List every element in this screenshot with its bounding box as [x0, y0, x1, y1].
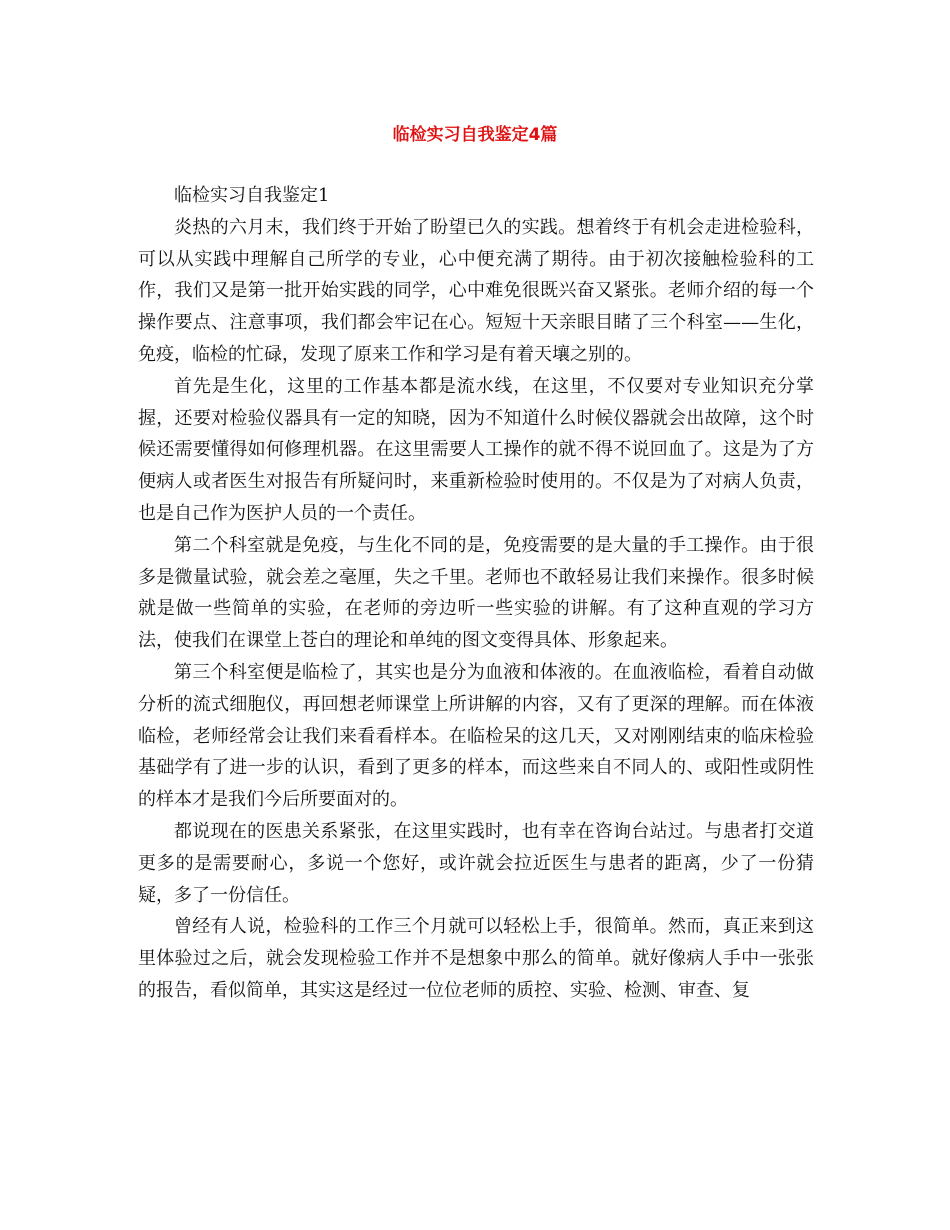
document-body: [138, 180, 814, 1007]
paragraph: 第二个科室就是免疫，与生化不同的是，免疫需要的是大量的手工操作。由于很多是微量试验，就会差之毫厘，失之千里。老师也不敢轻易让我们来操作。很多时候就是做一些简单的实验，在老师的旁边听一些实验的讲解。有了这种直观的学习方法，使我们在课堂上苍白的理论和单纯的图文变得具体、形象起来。: [138, 534, 814, 652]
paragraph: 首先是生化，这里的工作基本都是流水线，在这里，不仅要对专业知识充分掌握，还要对检验仪器具有一定的知晓，因为不知道什么时候仪器就会出故障，这个时候还需要懂得如何修理机器。在这里需要人工操作的就不得不说回血了。这是为了方便病人或者医生对报告有所疑问时，来重新检验时使用的。不仅是为了对病人负责，也是自己作为医护人员的一个责任。: [138, 375, 814, 524]
paragraph: 曾经有人说，检验科的工作三个月就可以轻松上手，很简单。然而，真正来到这里体验过之后，就会发现检验工作并不是想象中那么的简单。就好像病人手中一张张的报告，看似简单，其实这是经过一位位老师的质控、实验、检测、审查、复: [138, 916, 814, 1001]
paragraph: 都说现在的医患关系紧张，在这里实践时，也有幸在咨询台站过。与患者打交道更多的是需要耐心，多说一个您好，或许就会拉近医生与患者的距离，少了一份猜疑，多了一份信任。: [138, 820, 814, 906]
document-title: 临检实习自我鉴定4篇: [392, 125, 558, 145]
section-heading: 临检实习自我鉴定1: [174, 185, 330, 206]
paragraph: 炎热的六月末，我们终于开始了盼望已久的实践。想着终于有机会走进检验科，可以从实践中理解自己所学的专业，心中便充满了期待。由于初次接触检验科的工作，我们又是第一批开始实践的同学，心中难免很既兴奋又紧张。老师介绍的每一个操作要点、注意事项，我们都会牢记在心。短短十天亲眼目睹了三个科室——生化，免疫，临检的忙碌，发现了原来工作和学习是有着天壤之别的。: [138, 216, 814, 365]
paragraph: 第三个科室便是临检了，其实也是分为血液和体液的。在血液临检，看着自动做分析的流式细胞仪，再回想老师课堂上所讲解的内容，又有了更深的理解。而在体液临检，老师经常会让我们来看看样本。在临检呆的这几天，又对刚刚结束的临床检验基础学有了进一步的认识，看到了更多的样本，而这些来自不同人的、或阳性或阴性的样本才是我们今后所要面对的。: [138, 661, 814, 811]
